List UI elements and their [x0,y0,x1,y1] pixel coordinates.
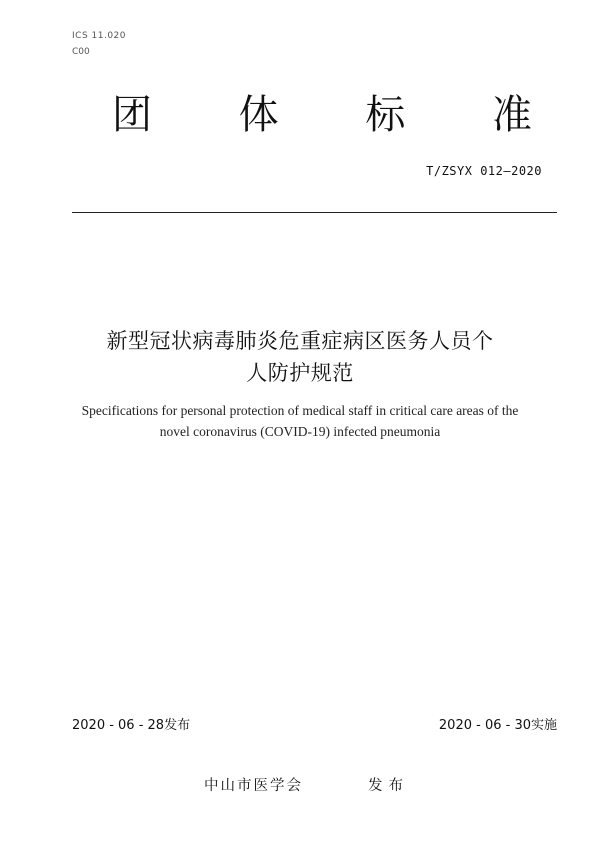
english-title [40,400,560,442]
chinese-title-line-1: 新型冠状病毒肺炎危重症病区医务人员个 [106,329,494,353]
chinese-title-line-2: 人防护规范 [246,361,354,385]
standard-type-char-2: 体 [238,92,279,138]
ccs-code: C00 [72,47,90,57]
issue-label: 发布 [368,778,409,794]
issuing-organization: 中山市医学会 [204,778,303,794]
standard-type-char-3: 标 [365,92,406,138]
publish-date: 2020 - 06 - 28发布 [72,718,191,733]
standard-type-char-4: 准 [491,92,532,138]
standard-type-heading [112,88,532,142]
english-title-line-1: Specifications for personal protection of medical staff in critical care areas of the [81,403,519,418]
chinese-title [40,325,560,389]
english-title-line-2: novel coronavirus (COVID-19) infected pneumonia [159,424,441,439]
standard-type-char-1: 团 [112,92,152,138]
implementation-date: 2020 - 06 - 30实施 [438,718,557,733]
header-divider [72,212,557,213]
standard-number: T/ZSYX 012—2020 [426,164,542,178]
ics-code: ICS 11.020 [72,31,127,41]
